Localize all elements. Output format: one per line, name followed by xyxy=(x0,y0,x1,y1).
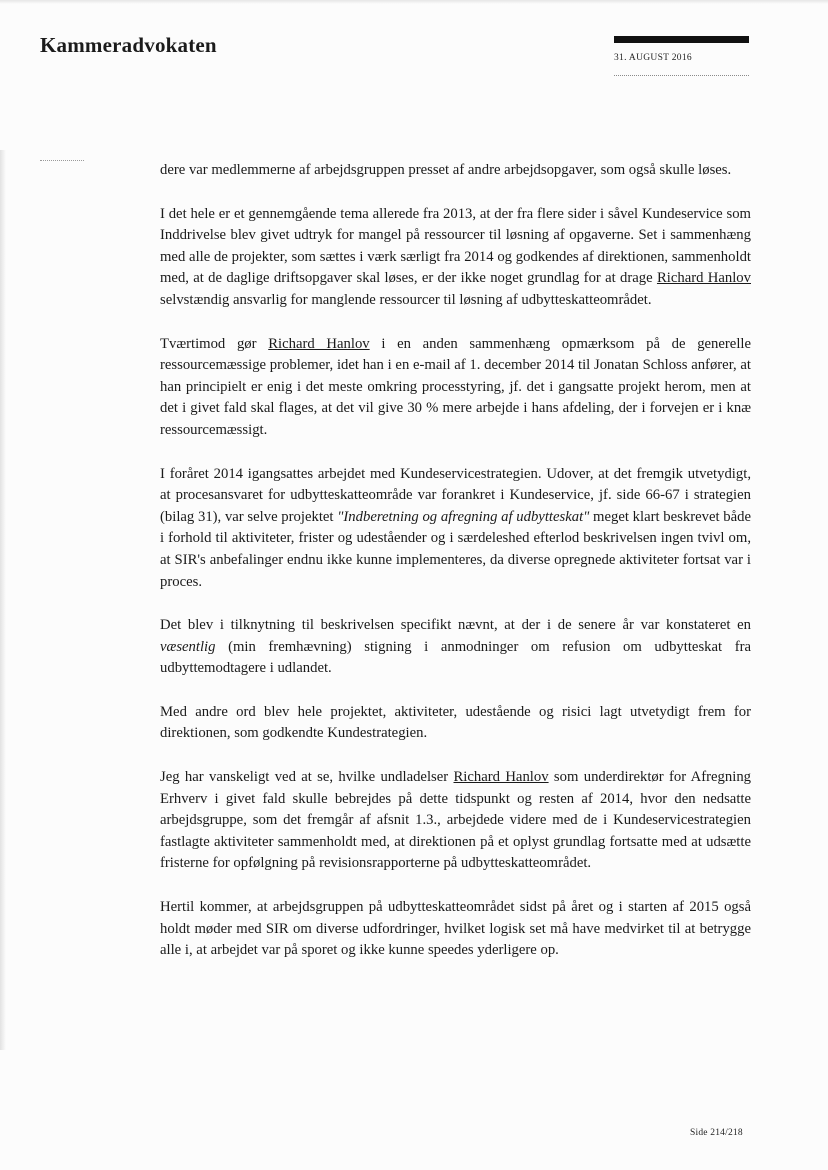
brand-name: Kammeradvokaten xyxy=(40,33,217,57)
paragraph xyxy=(160,160,751,182)
paragraph-text: I foråret 2014 igangsattes arbejdet med Kundeservicestrategien. Udover, at det fremgik utvetydigt, at procesansvaret for udbytteskatteområde var forankret i Kundeservice, jf. side 66-67 i strategien (bilag 31), var selve projektet xyxy=(160,465,751,525)
paragraph xyxy=(160,204,751,312)
scan-edge-shadow xyxy=(0,150,6,1050)
paragraph xyxy=(160,334,751,442)
date-bar xyxy=(614,36,749,43)
paragraph-text: Tværtimod gør xyxy=(160,335,269,352)
page-number: Side 214/218 xyxy=(690,1128,743,1138)
paragraph-text: som underdirektør for Afregning Erhverv i givet fald skulle bebrejdes på dette tidspunkt og resten af 2014, hvor den nedsatte arbejdsgruppe, som det fremgår af afsnit 1.3., arbejdede videre med de i Kundeservicestrategien fastlagte aktiviteter sammenholdt med, at direktionen på et oplyst grundlag fortsatte med at udsætte fristerne for opfølgning på revisionsrapporterne på udbytteskatteområdet. xyxy=(160,769,752,872)
paragraph-text: Med andre ord blev hele projektet, aktiviteter, udestående og risici lagt utvetydigt frem for direktionen, som godkendte Kundestrategien. xyxy=(160,703,751,742)
paragraph-text: selvstændig ansvarlig for manglende ressourcer til løsning af udbytteskatteområdet. xyxy=(160,291,652,308)
person-name-underlined: Richard Hanlov xyxy=(453,769,549,786)
person-name-underlined: Richard Hanlov xyxy=(268,335,370,352)
person-name-underlined: Richard Hanlov xyxy=(656,270,751,287)
paragraph xyxy=(160,767,751,875)
paragraph-text: dere var medlemmerne af arbejdsgruppen presset af andre arbejdsopgaver, som også skulle løses. xyxy=(160,162,732,178)
paragraph-text: Jeg har vanskeligt ved at se, hvilke undladelser xyxy=(160,769,454,786)
paragraph xyxy=(160,615,751,680)
paragraph xyxy=(160,897,751,962)
paragraph-text: i en anden sammenhæng opmærksom på de generelle ressourcemæssige problemer, idet han i en e-mail af 1. december 2014 til Jonatan Schloss anfører, at han principielt er enig i det meste omkring processtyring, jf. det i gangsatte projekt herom, men at det i givet fald skal flages, at det vil give 30 % mere arbejde i hans afdeling, der i forvejen er i knæ ressourcemæssigt. xyxy=(160,335,752,438)
paragraph xyxy=(160,464,751,594)
paragraph-text: Hertil kommer, at arbejdsgruppen på udbytteskatteområdet sidst på året og i starten af 2015 også holdt møder med SIR om diverse udfordringer, hvilket logisk set må have medvirket til at betrygge alle i, at arbejdet var på sporet og ikke kunne speedes yderligere op. xyxy=(160,899,751,959)
margin-dotted-rule xyxy=(40,160,84,161)
paragraph-text: Det blev i tilknytning til beskrivelsen specifikt nævnt, at der i de senere år var konstateret en xyxy=(160,617,751,634)
document-date: 31. AUGUST 2016 xyxy=(614,53,692,63)
paragraph xyxy=(160,702,751,745)
paragraph-text: meget klart beskrevet både i forhold til aktiviteter, frister og udeståender og i særdeleshed efterlod beskrivelsen ingen tvivl om, at SIR's anbefalinger endnu ikke kunne implementeres, da diverse opregnede aktiviteter fortsat var i proces. xyxy=(160,508,751,590)
emphasized-text: "Indberetning og afregning af udbytteskat" xyxy=(337,508,590,525)
date-dotted-rule xyxy=(614,75,749,76)
paragraph-text: I det hele er et gennemgående tema allerede fra 2013, at der fra flere sider i såvel Kundeservice som Inddrivelse blev givet udtryk for mangel på ressourcer til løsning af opgaverne. Set i sammenhæng med alle de projekter, som sættes i værk særligt fra 2014 og godkendes af direktionen, sammenholdt med, at de daglige driftsopgaver skal løses, er der ikke noget grundlag for at drage xyxy=(160,205,751,287)
top-border xyxy=(0,0,828,4)
body-text xyxy=(160,160,751,984)
emphasized-text: væsentlig xyxy=(160,638,216,655)
paragraph-text: (min fremhævning) stigning i anmodninger om refusion om udbytteskat fra udbyttemodtagere i udlandet. xyxy=(160,638,751,677)
